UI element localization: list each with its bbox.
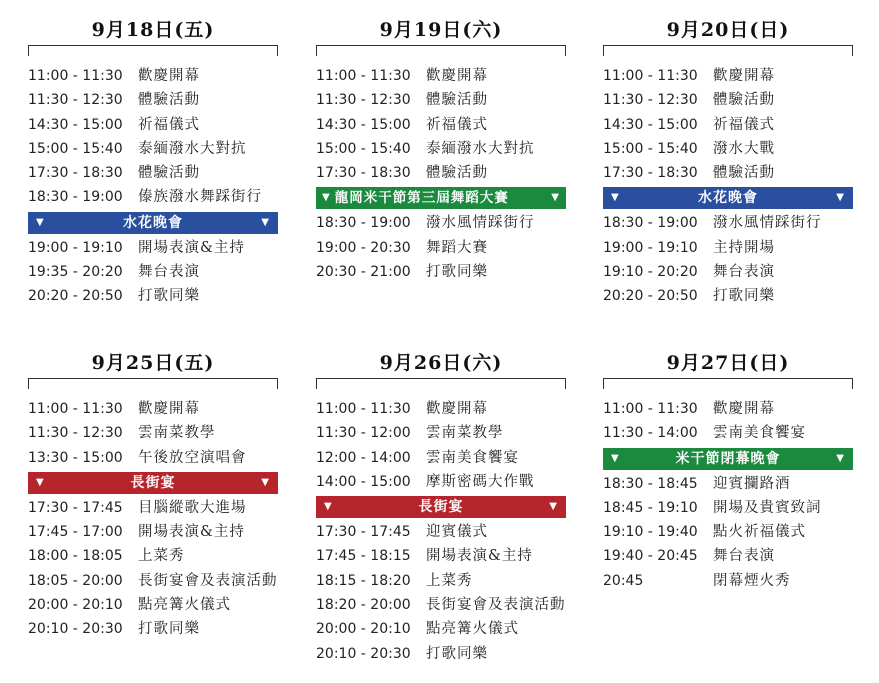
day-title: 9月18日(五) — [91, 19, 215, 41]
time-range: 17:45 - 17:00 — [28, 524, 123, 541]
time-range: 17:30 - 18:30 — [28, 165, 123, 182]
event-name: 泰緬潑水大對抗 — [426, 140, 535, 157]
schedule-row — [28, 64, 278, 88]
schedule-row — [316, 161, 566, 185]
schedule-row — [316, 642, 566, 666]
schedule-row — [316, 260, 566, 284]
schedule-row — [28, 496, 278, 520]
event-name: 摩斯密碼大作戰 — [426, 473, 535, 490]
arrow-down-icon: ▼ — [261, 216, 270, 228]
event-name: 歡慶開幕 — [426, 68, 488, 84]
schedule-row — [603, 544, 853, 568]
section-banner — [316, 496, 566, 518]
event-name: 雲南美食饗宴 — [426, 449, 519, 466]
schedule-row — [316, 544, 566, 568]
schedule-row — [603, 496, 853, 520]
time-range: 14:30 - 15:00 — [316, 116, 411, 133]
time-range: 11:00 - 11:30 — [28, 68, 123, 84]
schedule-row — [603, 88, 853, 112]
time-range: 19:00 - 19:10 — [603, 239, 698, 256]
arrow-down-icon: ▼ — [549, 501, 558, 513]
time-range: 15:00 - 15:40 — [28, 140, 123, 157]
arrow-down-icon: ▼ — [836, 192, 845, 204]
title-bracket-divider — [28, 45, 278, 56]
event-name: 雲南菜教學 — [138, 425, 216, 442]
schedule-row — [603, 421, 853, 445]
time-range: 13:30 - 15:00 — [28, 449, 123, 466]
schedule-row — [316, 421, 566, 445]
day-schedule-0920 — [603, 15, 853, 309]
schedule-row — [603, 472, 853, 496]
arrow-down-icon: ▼ — [261, 476, 270, 488]
time-range: 18:30 - 19:00 — [28, 189, 123, 206]
time-range: 18:00 - 18:05 — [28, 548, 123, 565]
event-name: 雲南菜教學 — [426, 425, 504, 442]
day-title: 9月25日(五) — [91, 352, 215, 374]
time-range: 11:30 - 12:00 — [316, 425, 411, 442]
event-name: 體驗活動 — [713, 165, 775, 182]
event-name: 迎賓攔路酒 — [713, 475, 791, 492]
schedule-row — [316, 593, 566, 617]
time-range: 11:30 - 12:30 — [28, 92, 123, 109]
schedule-row — [316, 137, 566, 161]
time-range: 17:30 - 18:30 — [316, 165, 411, 182]
arrow-down-icon: ▼ — [324, 501, 333, 513]
schedule-row — [316, 211, 566, 235]
day-title: 9月20日(日) — [666, 19, 790, 41]
section-banner — [28, 212, 278, 234]
event-name: 打歌同樂 — [713, 288, 775, 305]
event-name: 打歌同樂 — [426, 645, 488, 662]
event-name: 歡慶開幕 — [426, 401, 488, 417]
schedule-row — [28, 236, 278, 260]
arrow-down-icon: ▼ — [551, 192, 560, 204]
schedule-row — [316, 617, 566, 641]
event-name: 打歌同樂 — [426, 264, 488, 281]
time-range: 20:10 - 20:30 — [316, 645, 411, 662]
schedule-row — [316, 236, 566, 260]
schedule-row — [316, 64, 566, 88]
schedule-row — [603, 64, 853, 88]
schedule-row — [28, 88, 278, 112]
event-name: 潑水風情踩街行 — [426, 215, 535, 232]
event-name: 體驗活動 — [713, 92, 775, 109]
time-range: 11:00 - 11:30 — [603, 68, 698, 84]
event-name: 泰緬潑水大對抗 — [138, 140, 247, 157]
banner-title: 龍岡米干節第三屆舞蹈大賽 — [334, 190, 509, 207]
event-name: 上菜秀 — [138, 548, 185, 565]
schedule-row — [603, 161, 853, 185]
time-range: 15:00 - 15:40 — [603, 140, 698, 157]
event-name: 長街宴會及表演活動 — [426, 597, 566, 614]
event-name: 開場表演&主持 — [138, 524, 245, 541]
schedule-row — [28, 520, 278, 544]
time-range: 18:30 - 18:45 — [603, 475, 698, 492]
time-range: 11:00 - 11:30 — [603, 401, 698, 417]
time-range: 14:00 - 15:00 — [316, 473, 411, 490]
event-name: 祈福儀式 — [138, 116, 200, 133]
schedule-row — [28, 113, 278, 137]
schedule-row — [28, 569, 278, 593]
time-range: 20:00 - 20:10 — [316, 621, 411, 638]
arrow-down-icon: ▼ — [836, 452, 845, 464]
time-range: 20:00 - 20:10 — [28, 597, 123, 614]
event-name: 主持開場 — [713, 239, 775, 256]
title-bracket-divider — [316, 45, 566, 56]
time-range: 11:00 - 11:30 — [28, 401, 123, 417]
event-name: 潑水風情踩街行 — [713, 215, 822, 232]
schedule-row — [316, 520, 566, 544]
time-range: 18:20 - 20:00 — [316, 597, 411, 614]
time-range: 20:45 — [603, 572, 644, 589]
time-range: 17:30 - 17:45 — [28, 499, 123, 516]
day-title: 9月26日(六) — [379, 352, 503, 374]
event-name: 打歌同樂 — [138, 288, 200, 305]
schedule-row — [316, 446, 566, 470]
arrow-down-icon: ▼ — [611, 192, 620, 204]
event-name: 打歌同樂 — [138, 621, 200, 638]
schedule-row — [28, 617, 278, 641]
event-name: 舞台表演 — [138, 264, 200, 281]
section-banner — [603, 187, 853, 209]
time-range: 19:00 - 19:10 — [28, 239, 123, 256]
section-banner — [603, 448, 853, 470]
event-name: 潑水大戰 — [713, 140, 775, 157]
event-name: 迎賓儀式 — [426, 524, 488, 541]
time-range: 11:00 - 11:30 — [316, 68, 411, 84]
banner-title: 長街宴 — [418, 499, 464, 516]
schedule-row — [316, 88, 566, 112]
event-name: 歡慶開幕 — [138, 401, 200, 417]
time-range: 15:00 - 15:40 — [316, 140, 411, 157]
event-name: 舞台表演 — [713, 264, 775, 281]
section-banner — [316, 187, 566, 209]
day-schedule-0926 — [316, 348, 566, 666]
event-name: 體驗活動 — [138, 165, 200, 182]
time-range: 18:15 - 18:20 — [316, 572, 411, 589]
event-name: 長街宴會及表演活動 — [138, 572, 278, 589]
banner-title: 水花晚會 — [123, 214, 183, 231]
arrow-down-icon: ▼ — [36, 216, 45, 228]
schedule-row — [28, 397, 278, 421]
event-name: 祈福儀式 — [426, 116, 488, 133]
event-name: 歡慶開幕 — [138, 68, 200, 84]
title-bracket-divider — [603, 45, 853, 56]
event-name: 體驗活動 — [138, 92, 200, 109]
title-bracket-divider — [28, 378, 278, 389]
time-range: 20:30 - 21:00 — [316, 264, 411, 281]
time-range: 11:30 - 12:30 — [316, 92, 411, 109]
event-name: 體驗活動 — [426, 92, 488, 109]
schedule-row — [603, 211, 853, 235]
schedule-row — [603, 397, 853, 421]
event-name: 歡慶開幕 — [713, 401, 775, 417]
event-name: 舞蹈大賽 — [426, 239, 488, 256]
banner-title: 長街宴 — [130, 474, 176, 491]
event-name: 點亮篝火儀式 — [138, 597, 231, 614]
schedule-row — [28, 260, 278, 284]
time-range: 19:10 - 20:20 — [603, 264, 698, 281]
schedule-row — [316, 397, 566, 421]
time-range: 19:10 - 19:40 — [603, 524, 698, 541]
day-schedule-0919 — [316, 15, 566, 284]
time-range: 14:30 - 15:00 — [603, 116, 698, 133]
event-name: 午後放空演唱會 — [138, 449, 247, 466]
time-range: 11:30 - 14:00 — [603, 425, 698, 442]
event-name: 點火祈福儀式 — [713, 524, 806, 541]
event-name: 目腦縱歌大進場 — [138, 499, 247, 516]
schedule-row — [316, 470, 566, 494]
schedule-row — [603, 520, 853, 544]
schedule-row — [28, 137, 278, 161]
event-name: 歡慶開幕 — [713, 68, 775, 84]
title-bracket-divider — [603, 378, 853, 389]
time-range: 11:30 - 12:30 — [603, 92, 698, 109]
schedule-row — [28, 593, 278, 617]
time-range: 11:00 - 11:30 — [316, 401, 411, 417]
time-range: 18:45 - 19:10 — [603, 499, 698, 516]
time-range: 20:20 - 20:50 — [603, 288, 698, 305]
event-name: 體驗活動 — [426, 165, 488, 182]
day-title: 9月27日(日) — [666, 352, 790, 374]
event-name: 上菜秀 — [426, 572, 473, 589]
day-title: 9月19日(六) — [379, 19, 503, 41]
event-name: 雲南美食饗宴 — [713, 425, 806, 442]
time-range: 19:40 - 20:45 — [603, 548, 698, 565]
time-range: 18:30 - 19:00 — [603, 215, 698, 232]
time-range: 17:30 - 17:45 — [316, 524, 411, 541]
event-name: 祈福儀式 — [713, 116, 775, 133]
section-banner — [28, 472, 278, 494]
time-range: 14:30 - 15:00 — [28, 116, 123, 133]
schedule-row — [603, 137, 853, 161]
day-schedule-0927 — [603, 348, 853, 593]
schedule-row — [28, 544, 278, 568]
event-name: 開場表演&主持 — [138, 239, 245, 256]
time-range: 11:30 - 12:30 — [28, 425, 123, 442]
title-bracket-divider — [316, 378, 566, 389]
arrow-down-icon: ▼ — [36, 476, 45, 488]
banner-title: 水花晚會 — [698, 190, 758, 207]
time-range: 17:30 - 18:30 — [603, 165, 698, 182]
event-name: 舞台表演 — [713, 548, 775, 565]
time-range: 12:00 - 14:00 — [316, 449, 411, 466]
arrow-down-icon: ▼ — [611, 452, 620, 464]
time-range: 18:30 - 19:00 — [316, 215, 411, 232]
event-name: 開場及貴賓致詞 — [713, 499, 822, 516]
schedule-row — [316, 113, 566, 137]
schedule-row — [316, 569, 566, 593]
schedule-row — [603, 569, 853, 593]
time-range: 19:00 - 20:30 — [316, 239, 411, 256]
event-name: 開場表演&主持 — [426, 548, 533, 565]
schedule-row — [28, 284, 278, 308]
time-range: 17:45 - 18:15 — [316, 548, 411, 565]
schedule-row — [603, 236, 853, 260]
schedule-row — [28, 161, 278, 185]
time-range: 20:10 - 20:30 — [28, 621, 123, 638]
schedule-row — [603, 260, 853, 284]
banner-title: 米干節閉幕晚會 — [675, 450, 781, 467]
time-range: 19:35 - 20:20 — [28, 264, 123, 281]
event-name: 傣族潑水舞踩街行 — [138, 189, 262, 206]
schedule-row — [28, 185, 278, 209]
time-range: 18:05 - 20:00 — [28, 572, 123, 589]
schedule-row — [603, 113, 853, 137]
event-name: 閉幕煙火秀 — [713, 572, 791, 589]
schedule-row — [28, 421, 278, 445]
schedule-row — [603, 284, 853, 308]
arrow-down-icon: ▼ — [322, 192, 331, 204]
day-schedule-0925 — [28, 348, 278, 642]
time-range: 20:20 - 20:50 — [28, 288, 123, 305]
schedule-row — [28, 446, 278, 470]
day-schedule-0918 — [28, 15, 278, 309]
event-name: 點亮篝火儀式 — [426, 621, 519, 638]
